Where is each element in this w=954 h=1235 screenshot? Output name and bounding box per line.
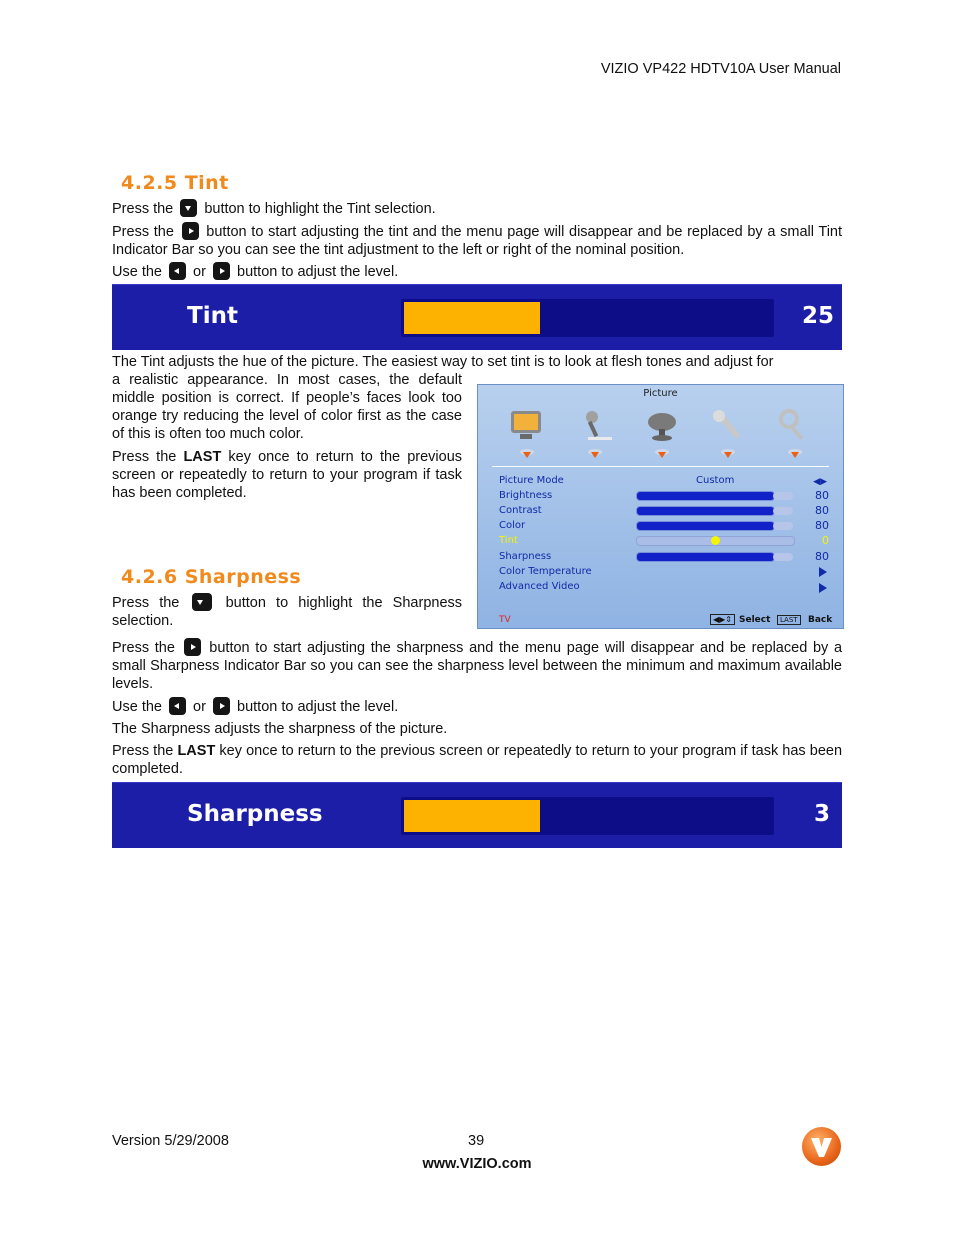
last-key-icon: LAST [777, 615, 801, 625]
tint-p3-start: Use the [112, 264, 162, 280]
footer-version: Version 5/29/2008 [112, 1133, 229, 1149]
osd-meter [636, 491, 775, 501]
sharpness-p5-start: Press the [112, 743, 174, 759]
tint-p3-or: or [193, 264, 206, 280]
tint-para-highlight [112, 199, 842, 218]
osd-row-value: Custom [696, 475, 735, 486]
sharpness-p3-end: button to adjust the level. [237, 699, 399, 715]
last-key-label: LAST [177, 743, 216, 759]
sharpness-p1-start: Press the [112, 595, 180, 611]
sharpness-p3-or: or [193, 699, 206, 715]
osd-meter [636, 506, 775, 516]
osd-row-label: Brightness [499, 490, 553, 501]
osd-row-label: Sharpness [499, 551, 552, 562]
sharpness-bar-label: Sharpness [187, 801, 323, 827]
tint-para-description-cont: a realistic appearance. In most cases, the default middle position is correct. If people’s faces look too orange try reducing the level of color first as the case of this is often too much color. [112, 372, 462, 442]
sharpness-p2-end: button to start adjusting the sharpness and the menu page will disappear and be replaced by a small Sharpness Indicator Bar so you can see the sharpness level between the minimum and maximum available levels. [112, 640, 843, 692]
sharpness-p3-start: Use the [112, 699, 162, 715]
osd-row-value: 80 [815, 519, 829, 532]
sharpness-para-last [112, 742, 842, 778]
right-key-icon [184, 638, 201, 656]
tint-p3-end: button to adjust the level. [237, 264, 399, 280]
osd-row-value: 80 [815, 489, 829, 502]
sharpness-p2-start: Press the [112, 640, 175, 656]
tint-p5-end: key once to return to the previous screen or repeatedly to return to your program if task has been completed. [112, 449, 463, 501]
down-key-icon [180, 199, 197, 217]
chevron-right-icon [819, 567, 827, 577]
sharpness-bar-track [401, 797, 774, 835]
sharpness-p5-end: key once to return to the previous screen or repeatedly to return to your program if task has been completed. [112, 743, 843, 777]
chevron-down-icon [788, 449, 802, 459]
osd-row-value: 80 [815, 550, 829, 563]
osd-meter [636, 521, 775, 531]
osd-source-label: TV [499, 615, 511, 625]
osd-meter-rail [773, 553, 793, 561]
sharpness-bar-fill [404, 800, 540, 832]
footer-url: www.VIZIO.com [422, 1156, 532, 1172]
osd-back-label: Back [808, 615, 833, 625]
osd-row-label-highlighted: Tint [499, 535, 518, 546]
satellite-icon [578, 407, 614, 443]
osd-row-label: Color Temperature [499, 566, 592, 577]
osd-meter-rail [773, 507, 793, 515]
chevron-right-icon [819, 583, 827, 593]
tint-p2-end: button to start adjusting the tint and the menu page will disappear and be replaced by a small Tint Indicator Bar so you can see the tint adjustment to the left or right of the nominal position. [112, 224, 843, 258]
osd-row-value: 80 [815, 504, 829, 517]
tint-p2-start: Press the [112, 224, 174, 240]
tint-bar-fill [404, 302, 540, 334]
osd-row-label: Picture Mode [499, 475, 564, 486]
tint-bar-track [401, 299, 774, 337]
osd-row-label: Contrast [499, 505, 542, 516]
last-key-label: LAST [183, 449, 222, 465]
tint-p5-start: Press the [112, 449, 177, 465]
nav-arrows-icon: ◀▶⇕ [710, 614, 735, 625]
vizio-logo [802, 1127, 841, 1166]
tint-section-title: 4.2.5 Tint [121, 172, 229, 194]
tint-para-description: The Tint adjusts the hue of the picture. The easiest way to set tint is to look at flesh tones and adjust for [112, 354, 774, 370]
key-icon [776, 407, 812, 443]
sharpness-para-highlight [112, 593, 462, 630]
wrench-icon [710, 407, 746, 443]
left-right-arrows-icon: ◀▶ [813, 476, 827, 486]
osd-tint-meter [636, 536, 795, 546]
right-key-icon [213, 262, 230, 280]
chevron-down-icon [721, 449, 735, 459]
chevron-down-icon [588, 449, 602, 459]
page-number: 39 [468, 1133, 485, 1149]
tint-p1-start: Press the [112, 201, 174, 217]
osd-row-value-highlighted: 0 [822, 534, 829, 547]
chevron-down-icon [520, 449, 534, 459]
sharpness-para-level [112, 697, 842, 716]
tint-para-adjust [112, 222, 842, 259]
osd-separator [492, 466, 829, 467]
osd-meter [636, 552, 775, 562]
sharpness-p1-end: button to highlight the Sharpness selection. [112, 595, 463, 629]
down-key-icon [192, 593, 212, 611]
tint-indicator-bar [112, 284, 842, 350]
tint-para-level [112, 262, 842, 281]
left-key-icon [169, 697, 186, 715]
tint-p1-end: button to highlight the Tint selection. [204, 201, 436, 217]
sharpness-para-description: The Sharpness adjusts the sharpness of the picture. [112, 721, 448, 737]
tint-para-last [112, 448, 462, 502]
osd-row-label: Advanced Video [499, 581, 580, 592]
sharpness-para-adjust [112, 638, 842, 693]
satellite-dish-icon [644, 407, 680, 443]
right-key-icon [213, 697, 230, 715]
osd-meter-rail [773, 492, 793, 500]
osd-select-label: Select [739, 615, 771, 625]
monitor-icon [508, 407, 544, 443]
sharpness-indicator-bar [112, 782, 842, 848]
right-key-icon [182, 222, 199, 240]
v-logo-icon [802, 1127, 841, 1166]
left-key-icon [169, 262, 186, 280]
chevron-down-icon [655, 449, 669, 459]
sharpness-section-title: 4.2.6 Sharpness [121, 566, 302, 588]
sharpness-bar-value: 3 [813, 801, 830, 827]
osd-title: Picture [643, 388, 678, 399]
page-header: VIZIO VP422 HDTV10A User Manual [600, 61, 841, 77]
picture-menu-screenshot [477, 384, 844, 629]
osd-meter-rail [773, 522, 793, 530]
tint-slider-knob [711, 536, 720, 545]
tint-bar-value: 25 [801, 303, 834, 329]
osd-row-label: Color [499, 520, 526, 531]
tint-bar-label: Tint [187, 303, 238, 329]
